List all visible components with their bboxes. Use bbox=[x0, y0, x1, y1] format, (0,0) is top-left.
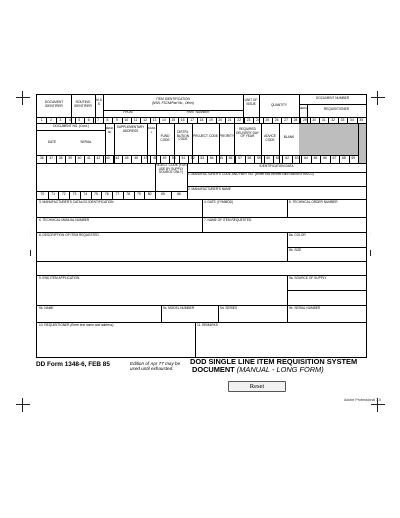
manufacturers-name-label: 2. MANUFACTURER'S NAME bbox=[188, 187, 231, 191]
card-column-31: 31 bbox=[321, 118, 326, 122]
card-column-65: 65 bbox=[313, 156, 318, 160]
crop-mark bbox=[30, 250, 31, 256]
remarks-field[interactable] bbox=[196, 328, 365, 356]
card-column-55: 55 bbox=[219, 156, 223, 160]
supplementary-address-label: SUPPLEMENTARY ADDRESS bbox=[116, 125, 145, 133]
card-column-52: 52 bbox=[190, 156, 195, 160]
card-column-78: 78 bbox=[126, 192, 131, 196]
form-title bbox=[190, 358, 357, 374]
card-column-18: 18 bbox=[199, 118, 204, 122]
crop-mark bbox=[22, 91, 23, 105]
crop-mark bbox=[16, 404, 30, 405]
card-column-47: 47 bbox=[143, 156, 148, 160]
card-column-39: 39 bbox=[68, 156, 72, 160]
card-column-43: 43 bbox=[105, 156, 110, 160]
card-column-67: 67 bbox=[332, 156, 337, 160]
technical-order-number-field[interactable] bbox=[288, 205, 365, 216]
card-column-24: 24 bbox=[255, 118, 260, 122]
card-column-60: 60 bbox=[266, 156, 271, 160]
card-column-58: 58 bbox=[247, 156, 252, 160]
color-label: 8a. COLOR bbox=[289, 233, 306, 237]
card-column-3: 3 bbox=[59, 118, 62, 122]
card-column-35: 35 bbox=[359, 118, 364, 122]
manufacturers-code-part-no-label bbox=[188, 173, 366, 177]
card-column-64: 64 bbox=[304, 156, 308, 160]
field-1-note: (When this exceed card column 8 thru 22) bbox=[254, 172, 315, 176]
technical-manual-number-label: 6. TECHNICAL MANUAL NUMBER bbox=[39, 218, 90, 222]
demand-label: DEMAND bbox=[105, 127, 114, 134]
field-1-label: 1. MANUFACTURER'S CODE AND PART NO. bbox=[188, 172, 254, 176]
manufacturers-catalog-id-field[interactable] bbox=[38, 205, 201, 216]
card-column-41: 41 bbox=[87, 156, 91, 160]
card-column-56: 56 bbox=[228, 156, 233, 160]
card-column-53: 53 bbox=[200, 156, 205, 160]
card-column-4: 4 bbox=[68, 118, 71, 122]
series-label: 9d. SERIES bbox=[220, 306, 238, 310]
card-column-19: 19 bbox=[208, 118, 213, 122]
serial-number-field[interactable] bbox=[288, 311, 365, 321]
source-of-supply-field[interactable] bbox=[288, 281, 365, 289]
card-column-44: 44 bbox=[115, 156, 120, 160]
card-column-63: 63 bbox=[294, 156, 299, 160]
card-column-29: 29 bbox=[302, 118, 307, 122]
requisitioner-label: REQUISITIONER bbox=[323, 107, 350, 111]
crop-mark bbox=[371, 404, 385, 405]
card-column-36: 36 bbox=[39, 156, 44, 160]
card-column-50: 50 bbox=[172, 156, 176, 160]
card-column-33: 33 bbox=[340, 118, 345, 122]
card-column-69: 69 bbox=[351, 156, 356, 160]
manufacturers-catalog-id-label: 3. MANUFACTURER'S CATALOG IDENTIFICATION bbox=[39, 200, 114, 204]
card-column-51: 51 bbox=[181, 156, 186, 160]
card-column-30: 30 bbox=[312, 118, 317, 122]
date-yymmdd-label: 4. DATE (YYMMDD) bbox=[204, 200, 233, 204]
end-item-name-label: 9b. NAME bbox=[39, 306, 54, 310]
model-number-label: 9c. MODEL NUMBER bbox=[163, 306, 195, 310]
end-item-application-field[interactable] bbox=[38, 281, 286, 304]
card-column-66: 66 bbox=[323, 156, 327, 160]
field-10-note: (Enter text name and address) bbox=[70, 323, 114, 327]
card-column-5: 5 bbox=[78, 118, 81, 122]
card-column-75: 75 bbox=[94, 192, 98, 196]
card-column-8: 8 bbox=[106, 118, 109, 122]
side-fold-mark: · · · · bbox=[28, 230, 32, 237]
card-column-42: 42 bbox=[96, 156, 101, 160]
advice-code-label: ADVICE CODE bbox=[264, 134, 276, 142]
card-column-1: 1 bbox=[40, 118, 43, 122]
end-item-application-label: 9. END ITEM APPLICATION bbox=[39, 276, 80, 280]
source-of-supply-label: 9a. SOURCE OF SUPPLY bbox=[289, 276, 327, 280]
card-column-45: 45 bbox=[124, 156, 129, 160]
reject-column-65: 65 bbox=[161, 192, 165, 196]
description-field[interactable] bbox=[38, 238, 286, 260]
card-column-76: 76 bbox=[104, 192, 109, 196]
card-column-73: 73 bbox=[72, 192, 77, 196]
card-column-22: 22 bbox=[237, 118, 241, 122]
signal-label: SIGNAL bbox=[147, 127, 156, 134]
series-field[interactable] bbox=[219, 311, 286, 321]
card-column-21: 21 bbox=[227, 118, 232, 122]
serial-number-label: 9e. SERIAL NUMBER bbox=[289, 306, 321, 310]
card-column-68: 68 bbox=[341, 156, 346, 160]
card-column-11: 11 bbox=[133, 118, 138, 122]
card-column-34: 34 bbox=[349, 118, 354, 122]
shaded-block bbox=[37, 164, 155, 191]
card-column-38: 38 bbox=[58, 156, 63, 160]
card-column-37: 37 bbox=[49, 156, 54, 160]
size-field[interactable] bbox=[288, 253, 365, 260]
card-column-15: 15 bbox=[171, 118, 176, 122]
required-delivery-day-label: REQUIRED DELIVERY DAY OF YEAR bbox=[236, 127, 259, 139]
model-number-field[interactable] bbox=[162, 311, 217, 321]
card-column-70: 70 bbox=[40, 192, 45, 196]
card-column-6: 6 bbox=[87, 118, 90, 122]
name-of-item-label: 7. NAME OF ITEM REQUESTED bbox=[204, 218, 252, 222]
card-column-77: 77 bbox=[115, 192, 120, 196]
card-column-57: 57 bbox=[238, 156, 242, 160]
reset-button[interactable]: Reset bbox=[228, 381, 286, 392]
serial-label: SERIAL bbox=[299, 107, 309, 110]
unit-of-issue-label: UNIT OF ISSUE bbox=[244, 98, 258, 106]
field-10-label: 10. REQUISITIONER bbox=[39, 323, 70, 327]
routing-identifier-label: ROUTING IDENTIFIER bbox=[74, 100, 92, 108]
date-field[interactable] bbox=[203, 205, 286, 216]
card-column-7: 7 bbox=[97, 118, 100, 122]
card-column-61: 61 bbox=[275, 156, 280, 160]
priority-label: PRIORITY bbox=[219, 134, 235, 138]
description-of-item-label: 8. DESCRIPTION OF ITEM REQUESTED bbox=[39, 233, 99, 237]
card-column-17: 17 bbox=[190, 118, 194, 122]
shaded-column bbox=[359, 124, 366, 163]
project-code-label: PROJECT CODE bbox=[193, 134, 218, 138]
side-fold-mark: · · · · bbox=[368, 230, 372, 237]
form-title-line-2 bbox=[190, 366, 357, 374]
card-column-28: 28 bbox=[293, 118, 298, 122]
crop-mark bbox=[377, 91, 378, 105]
requisition-form bbox=[36, 94, 367, 358]
size-label: 8b. SIZE bbox=[289, 248, 302, 252]
form-number: DD Form 1348-6, FEB 85 bbox=[36, 361, 110, 368]
date-label: DATE bbox=[47, 140, 57, 144]
form-title-subtitle: (MANUAL - LONG FORM) bbox=[236, 365, 324, 374]
card-column-23: 23 bbox=[246, 118, 251, 122]
card-column-16: 16 bbox=[180, 118, 185, 122]
m-and-s-label: M & S bbox=[96, 98, 102, 106]
identification-data-label: IDENTIFICATION DATA bbox=[259, 164, 294, 168]
card-column-46: 46 bbox=[134, 156, 139, 160]
crop-mark bbox=[371, 97, 385, 98]
card-column-72: 72 bbox=[61, 192, 66, 196]
card-column-14: 14 bbox=[161, 118, 166, 122]
name-of-item-field[interactable] bbox=[203, 223, 365, 231]
distribution-code-label: DISTRI- BUTION CODE bbox=[176, 130, 190, 142]
technical-manual-number-field[interactable] bbox=[38, 223, 201, 231]
card-column-25: 25 bbox=[265, 118, 270, 122]
crop-mark bbox=[370, 250, 371, 256]
card-column-80: 80 bbox=[147, 192, 152, 196]
card-column-20: 20 bbox=[218, 118, 223, 122]
card-column-62: 62 bbox=[285, 156, 290, 160]
card-column-79: 79 bbox=[137, 192, 141, 196]
card-column-26: 26 bbox=[274, 118, 279, 122]
requisitioner-field[interactable] bbox=[38, 328, 194, 356]
reject-column-66: 66 bbox=[177, 192, 181, 196]
quantity-label: QUANTITY bbox=[270, 103, 288, 107]
card-column-59: 59 bbox=[256, 156, 261, 160]
card-column-9: 9 bbox=[115, 118, 118, 122]
from-label: FROM bbox=[123, 110, 133, 114]
remarks-label: 11. REMARKS bbox=[197, 323, 218, 327]
card-column-49: 49 bbox=[162, 156, 167, 160]
card-column-48: 48 bbox=[153, 156, 157, 160]
color-field[interactable] bbox=[288, 238, 365, 246]
card-column-2: 2 bbox=[50, 118, 53, 122]
technical-order-number-label: 5. TECHNICAL ORDER NUMBER bbox=[289, 200, 338, 204]
shaded-column bbox=[299, 124, 358, 155]
card-column-32: 32 bbox=[331, 118, 335, 122]
edition-note: Edition of Apr 77 may be used until exhausted. bbox=[130, 361, 181, 372]
card-column-12: 12 bbox=[143, 118, 147, 122]
document-number-label: DOCUMENT NUMBER bbox=[315, 96, 350, 100]
reject-code-label: REJECT CODE (FOR USE BY SUPPLY SOURCE ONLY) bbox=[155, 163, 187, 175]
card-column-40: 40 bbox=[77, 156, 82, 160]
card-column-71: 71 bbox=[51, 192, 55, 196]
software-credit: Adobe Professional 7.0 bbox=[344, 398, 382, 402]
document-no-cont-label: DOCUMENT NO. (Cont.) bbox=[53, 124, 89, 128]
card-column-74: 74 bbox=[83, 192, 88, 196]
fund-code-label: FUND CODE bbox=[160, 134, 170, 142]
crop-mark bbox=[22, 398, 23, 412]
form-title-document: DOCUMENT bbox=[192, 365, 235, 374]
document-identifier-label: DOCUMENT IDENTIFIER bbox=[44, 100, 64, 108]
card-column-54: 54 bbox=[209, 156, 214, 160]
card-column-13: 13 bbox=[152, 118, 157, 122]
end-item-name-field[interactable] bbox=[38, 311, 160, 321]
item-identification-label: ITEM IDENTIFICATION bbox=[156, 97, 190, 101]
item-identification-sub-label: (NSN, FSCM/Part No., Other) bbox=[152, 101, 194, 105]
serial-label-2: SERIAL bbox=[80, 140, 92, 144]
card-column-10: 10 bbox=[124, 118, 129, 122]
blank-label: BLANK bbox=[283, 135, 295, 139]
part-number-label: PART NUMBER bbox=[186, 110, 210, 114]
crop-mark bbox=[16, 97, 30, 98]
form-title-line-1: DOD SINGLE LINE ITEM REQUISITION SYSTEM bbox=[190, 357, 358, 366]
card-column-27: 27 bbox=[284, 118, 288, 122]
